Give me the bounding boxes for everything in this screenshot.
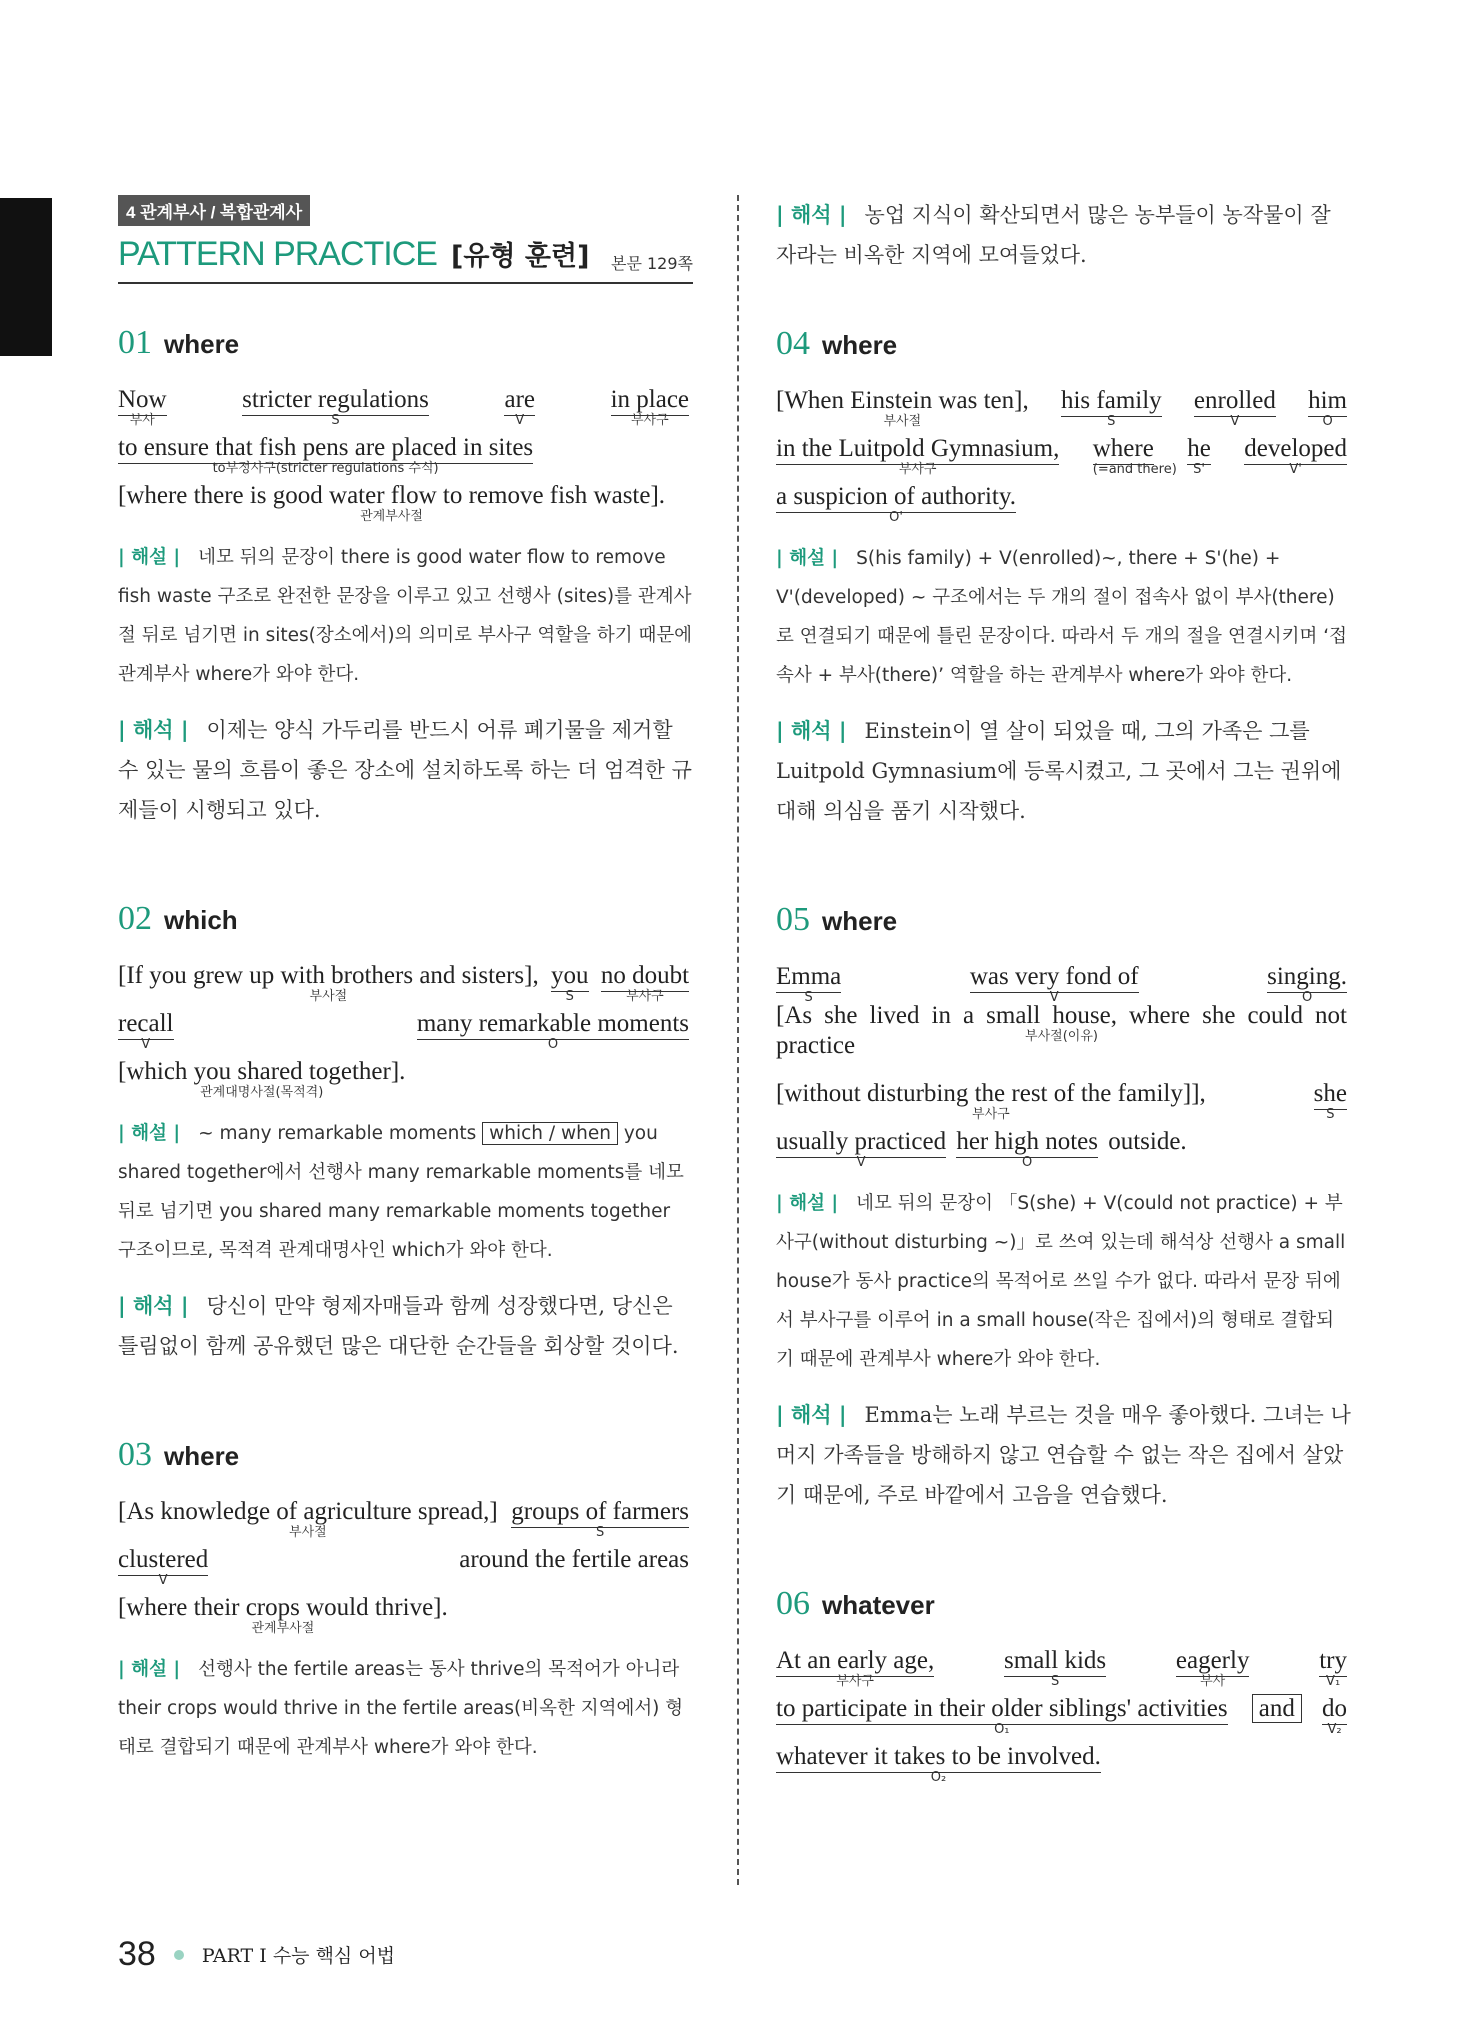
segment-text: to participate in their older siblings' activities bbox=[776, 1695, 1228, 1722]
segment-label: S bbox=[1050, 1674, 1060, 1689]
segment-text: she bbox=[1313, 1080, 1347, 1107]
segment-label: 관계부사절 bbox=[360, 509, 423, 524]
explanation bbox=[118, 538, 693, 694]
translation-text: 이제는 양식 가두리를 반드시 어류 폐기물을 제거할 수 있는 물의 흐름이 좋은 장소에 설치하도록 하는 더 엄격한 규제들이 시행되고 있다. bbox=[118, 718, 692, 822]
segment-text: to ensure that fish pens are placed in sites bbox=[118, 434, 534, 461]
explanation-text: you shared together에서 선행사 many remarkable moments를 네모 뒤로 넘기면 you shared many remarkable moments together 구조이므로, 목적격 관계대명사인 which가 와야 한다. bbox=[118, 1123, 684, 1261]
explanation-prefix: ~ many remarkable moments bbox=[198, 1123, 477, 1144]
segment-text: was very fond of bbox=[969, 963, 1139, 990]
segment-text: [As she lived in a small house, where she could not practice bbox=[776, 1002, 1347, 1059]
segment-label: S bbox=[596, 1525, 605, 1540]
translation-text: Einstein이 열 살이 되었을 때, 그의 가족은 그를 Luitpold Gymnasium에 등록시켰고, 그 곳에서 그는 권위에 대해 의심을 품기 시작했다. bbox=[776, 719, 1342, 823]
segment-label: V bbox=[1230, 414, 1240, 429]
sentence-segment bbox=[776, 1079, 1206, 1122]
segment-text: [If you grew up with brothers and sisters], bbox=[118, 962, 539, 989]
sentence-segment bbox=[1322, 1694, 1348, 1737]
sentence-segment bbox=[1004, 1646, 1107, 1689]
segment-text: [When Einstein was ten], bbox=[776, 387, 1029, 414]
segment-label: O₁ bbox=[994, 1722, 1010, 1737]
sentence-segment bbox=[956, 1127, 1098, 1170]
segment-label: S' bbox=[1193, 462, 1205, 477]
sentence-segment bbox=[776, 1001, 1347, 1061]
item-head bbox=[776, 325, 1351, 363]
segment-label: O₂ bbox=[930, 1770, 947, 1785]
sentence-segment bbox=[1060, 386, 1162, 429]
segment-text: around the fertile areas bbox=[459, 1546, 689, 1573]
explanation-label: | 해설 | bbox=[776, 548, 839, 569]
segment-label: V bbox=[515, 413, 525, 428]
sentence-segment bbox=[118, 385, 167, 428]
item-head bbox=[776, 1585, 1351, 1623]
segment-label: V bbox=[141, 1037, 151, 1052]
sentence-segment bbox=[600, 961, 690, 1004]
sentence-segment bbox=[776, 1694, 1228, 1737]
segment-label: V₁ bbox=[1326, 1674, 1341, 1689]
translation bbox=[118, 710, 693, 830]
page-title-row bbox=[118, 234, 693, 284]
segment-text: no doubt bbox=[600, 962, 690, 989]
explanation-label: | 해설 | bbox=[118, 547, 181, 568]
item-number: 02 bbox=[118, 900, 152, 937]
segment-text: many remarkable moments bbox=[416, 1010, 689, 1037]
segment-label: 부사구 bbox=[972, 1107, 1010, 1122]
segment-label: 부사절(이유) bbox=[1025, 1029, 1098, 1044]
segment-label: O' bbox=[889, 510, 903, 525]
item-number: 01 bbox=[118, 324, 152, 361]
translation bbox=[776, 1395, 1351, 1515]
segment-label: O bbox=[1301, 990, 1313, 1005]
segment-label: V' bbox=[1289, 462, 1302, 477]
translation-label: | 해석 | bbox=[118, 718, 189, 742]
segment-text: in place bbox=[610, 386, 690, 413]
segment-text: outside. bbox=[1108, 1128, 1187, 1155]
segment-text: singing. bbox=[1267, 963, 1347, 990]
sentence-segment bbox=[1175, 1646, 1250, 1689]
item-sentence bbox=[776, 953, 1351, 1170]
item-sentence bbox=[118, 952, 693, 1100]
segment-label: S bbox=[804, 990, 813, 1005]
translation bbox=[118, 1286, 693, 1366]
chapter-side-tab bbox=[0, 198, 52, 356]
title-group bbox=[118, 234, 589, 274]
item-number: 03 bbox=[118, 1436, 152, 1473]
left-column bbox=[118, 195, 693, 1837]
explanation-text: 선행사 the fertile areas는 동사 thrive의 목적어가 아니라 their crops would thrive in the fertile areas(비옥한 지역에서) 형태로 결합되기 때문에 관계부사 where가 와야 한다. bbox=[118, 1659, 684, 1758]
segment-text: At an early age, bbox=[776, 1647, 935, 1674]
explanation-text: S(his family) + V(enrolled)~, there + S'(he) + V'(developed) ~ 구조에서는 두 개의 절이 접속사 없이 부사(there)로 연결되기 때문에 틀린 문장이다. 따라서 두 개의 절을 연결시키며 ‘접속사 + 부사(there)’ 역할을 하는 관계부사 where가 와야 한다. bbox=[776, 548, 1347, 686]
sentence-segment bbox=[118, 1593, 448, 1636]
segment-text: clustered bbox=[118, 1546, 209, 1573]
explanation-label: | 해설 | bbox=[118, 1659, 181, 1680]
segment-label: 부사구 bbox=[630, 413, 669, 428]
segment-text: whatever it takes to be involved. bbox=[776, 1743, 1101, 1770]
sentence-segment bbox=[776, 386, 1029, 429]
item-sentence bbox=[776, 377, 1351, 525]
item-keyword: where bbox=[164, 329, 240, 359]
page-reference: 본문 129쪽 bbox=[611, 254, 693, 273]
segment-label: O bbox=[1022, 1155, 1033, 1170]
segment-label: (=and there) bbox=[1092, 462, 1177, 477]
segment-label: to부정사구(stricter regulations 수식) bbox=[212, 461, 439, 476]
segment-label: 부사절 bbox=[309, 989, 348, 1004]
sentence-segment bbox=[1308, 386, 1348, 429]
segment-label: O bbox=[547, 1037, 559, 1052]
item-head bbox=[118, 324, 693, 362]
item-head bbox=[776, 901, 1351, 939]
segment-label: 관계부사절 bbox=[251, 1621, 315, 1636]
item-head bbox=[118, 1436, 693, 1474]
sentence-segment bbox=[118, 481, 666, 524]
segment-text: Emma bbox=[776, 963, 842, 990]
sentence-segment bbox=[776, 962, 842, 1005]
footer-part-title: PART I 수능 핵심 어법 bbox=[201, 1945, 396, 1967]
sentence-segment bbox=[459, 1545, 689, 1575]
explanation-label: | 해설 | bbox=[118, 1123, 181, 1144]
segment-label: 관계대명사절(목적격) bbox=[200, 1085, 324, 1100]
segment-label: 부사절 bbox=[883, 414, 922, 429]
segment-label: 부사구 bbox=[836, 1674, 874, 1689]
translation-label: | 해석 | bbox=[118, 1294, 189, 1318]
segment-text: recall bbox=[118, 1010, 174, 1037]
segment-text: her high notes bbox=[956, 1128, 1098, 1155]
segment-text: [without disturbing the rest of the family]], bbox=[776, 1080, 1206, 1107]
sentence-segment bbox=[1319, 1646, 1347, 1689]
item-06 bbox=[776, 1585, 1351, 1785]
sentence-segment bbox=[118, 1545, 209, 1588]
segment-label: S bbox=[331, 413, 340, 428]
sentence-segment bbox=[776, 482, 1017, 525]
segment-label: 부사구 bbox=[898, 462, 937, 477]
section-tag: 4 관계부사 / 복합관계사 bbox=[118, 195, 310, 226]
segment-label: 부사 bbox=[129, 413, 155, 428]
segment-label: S bbox=[565, 989, 574, 1004]
sentence-segment bbox=[118, 1009, 174, 1052]
item-02 bbox=[118, 900, 693, 1366]
item-keyword: where bbox=[822, 330, 898, 360]
sentence-segment bbox=[504, 385, 536, 428]
page-title: PATTERN PRACTICE bbox=[118, 235, 437, 273]
sentence-segment bbox=[242, 385, 429, 428]
sentence-segment bbox=[969, 962, 1139, 1005]
item-05 bbox=[776, 901, 1351, 1515]
segment-text: stricter regulations bbox=[242, 386, 429, 413]
segment-text: eagerly bbox=[1175, 1647, 1250, 1674]
item-keyword: whatever bbox=[822, 1590, 935, 1620]
sentence-segment bbox=[1092, 434, 1177, 477]
segment-text: try bbox=[1319, 1647, 1347, 1674]
item-01 bbox=[118, 324, 693, 830]
sentence-segment bbox=[511, 1497, 689, 1540]
sentence-segment bbox=[776, 434, 1060, 477]
segment-label: V bbox=[158, 1573, 168, 1588]
segment-text: developed bbox=[1244, 435, 1348, 462]
item-sentence bbox=[118, 376, 693, 524]
footer-dot-icon bbox=[174, 1950, 184, 1960]
item-keyword: where bbox=[822, 906, 898, 936]
segment-text: do bbox=[1322, 1695, 1348, 1722]
item-keyword: where bbox=[164, 1441, 240, 1471]
segment-label: V bbox=[856, 1155, 866, 1170]
sentence-segment bbox=[1313, 1079, 1347, 1122]
segment-label: S bbox=[1107, 414, 1116, 429]
sentence-segment bbox=[118, 433, 534, 476]
segment-text: [which you shared together]. bbox=[118, 1058, 406, 1085]
segment-text: enrolled bbox=[1193, 387, 1276, 414]
segment-label: O bbox=[1322, 414, 1333, 429]
explanation bbox=[776, 539, 1351, 695]
segment-label: 부사절 bbox=[289, 1525, 327, 1540]
segment-text: are bbox=[504, 386, 536, 413]
translation-label: | 해석 | bbox=[776, 1403, 847, 1427]
item-number: 05 bbox=[776, 901, 810, 938]
sentence-segment bbox=[610, 385, 690, 428]
sentence-segment bbox=[1193, 386, 1276, 429]
explanation-label: | 해설 | bbox=[776, 1193, 839, 1214]
segment-text: in the Luitpold Gymnasium, bbox=[776, 435, 1060, 462]
sentence-segment bbox=[1267, 962, 1347, 1005]
translation-text: 당신이 만약 형제자매들과 함께 성장했다면, 당신은 틀림없이 함께 공유했던 많은 대단한 순간들을 회상할 것이다. bbox=[118, 1294, 679, 1358]
sentence-segment bbox=[118, 1057, 406, 1100]
translation-text: 농업 지식이 확산되면서 많은 농부들이 농작물이 잘 자라는 비옥한 지역에 모여들었다. bbox=[776, 203, 1331, 267]
answer-box: which / when bbox=[482, 1122, 618, 1145]
explanation-text: 네모 뒤의 문장이 「S(she) + V(could not practice) + 부사구(without disturbing ~)」로 쓰여 있는데 해석상 선행사 a small house가 동사 practice의 목적어로 쓰일 수가 없다. 따라서 문장 뒤에서 부사구를 이루어 in a small house(작은 집에서)의 형태로 결합되기 때문에 관계부사 where가 와야 한다. bbox=[776, 1193, 1346, 1370]
conjunction-box: and bbox=[1252, 1694, 1302, 1723]
sentence-segment bbox=[776, 1127, 947, 1170]
sentence-segment bbox=[1187, 434, 1211, 477]
item-keyword: which bbox=[164, 905, 238, 935]
segment-label: S bbox=[1326, 1107, 1335, 1122]
page-footer bbox=[118, 1935, 395, 1974]
translation bbox=[776, 711, 1351, 831]
item-sentence bbox=[118, 1488, 693, 1636]
segment-text: he bbox=[1187, 435, 1211, 462]
segment-text: Now bbox=[118, 386, 167, 413]
segment-label: V₂ bbox=[1327, 1722, 1342, 1737]
item-03 bbox=[118, 1436, 693, 1767]
translation-text: Emma는 노래 부르는 것을 매우 좋아했다. 그녀는 나머지 가족들을 방해하지 않고 연습할 수 없는 작은 집에서 살았기 때문에, 주로 바깥에서 고음을 연습했다. bbox=[776, 1403, 1351, 1507]
item-sentence bbox=[776, 1637, 1351, 1785]
item-04 bbox=[776, 325, 1351, 831]
segment-text: small kids bbox=[1004, 1647, 1107, 1674]
segment-text: usually practiced bbox=[776, 1128, 947, 1155]
explanation bbox=[118, 1114, 693, 1270]
sentence-segment bbox=[776, 1646, 935, 1689]
segment-label: 부사구 bbox=[626, 989, 664, 1004]
page-title-sub: [유형 훈련] bbox=[451, 241, 590, 272]
right-column bbox=[776, 195, 1351, 1851]
translation-label: | 해석 | bbox=[776, 719, 847, 743]
item-number: 04 bbox=[776, 325, 810, 362]
sentence-segment bbox=[118, 1497, 498, 1540]
segment-text: you bbox=[551, 962, 589, 989]
segment-label: V bbox=[1049, 990, 1059, 1005]
item-head bbox=[118, 900, 693, 938]
sentence-segment bbox=[118, 961, 539, 1004]
segment-label: 부사 bbox=[1200, 1674, 1226, 1689]
item-number: 06 bbox=[776, 1585, 810, 1622]
page-number: 38 bbox=[118, 1935, 156, 1973]
explanation bbox=[118, 1650, 693, 1767]
segment-text: [where there is good water flow to remove fish waste]. bbox=[118, 482, 666, 509]
explanation bbox=[776, 1184, 1351, 1379]
segment-text: groups of farmers bbox=[511, 1498, 689, 1525]
translation-label: | 해석 | bbox=[776, 203, 847, 227]
sentence-segment bbox=[416, 1009, 689, 1052]
segment-text: his family bbox=[1060, 387, 1162, 414]
explanation-text: 네모 뒤의 문장이 there is good water flow to remove fish waste 구조로 완전한 문장을 이루고 있고 선행사 (sites)를 관계사절 뒤로 넘기면 in sites(장소에서)의 의미로 부사구 역할을 하기 때문에 관계부사 where가 와야 한다. bbox=[118, 547, 693, 685]
sentence-segment bbox=[551, 961, 589, 1004]
sentence-segment bbox=[776, 1742, 1101, 1785]
segment-text: [As knowledge of agriculture spread,] bbox=[118, 1498, 498, 1525]
segment-text: where bbox=[1092, 435, 1154, 462]
segment-text: him bbox=[1308, 387, 1348, 414]
sentence-segment bbox=[1244, 434, 1348, 477]
segment-text: a suspicion of authority. bbox=[776, 483, 1017, 510]
translation bbox=[776, 195, 1351, 275]
segment-text: [where their crops would thrive]. bbox=[118, 1594, 448, 1621]
column-divider bbox=[737, 195, 739, 1885]
